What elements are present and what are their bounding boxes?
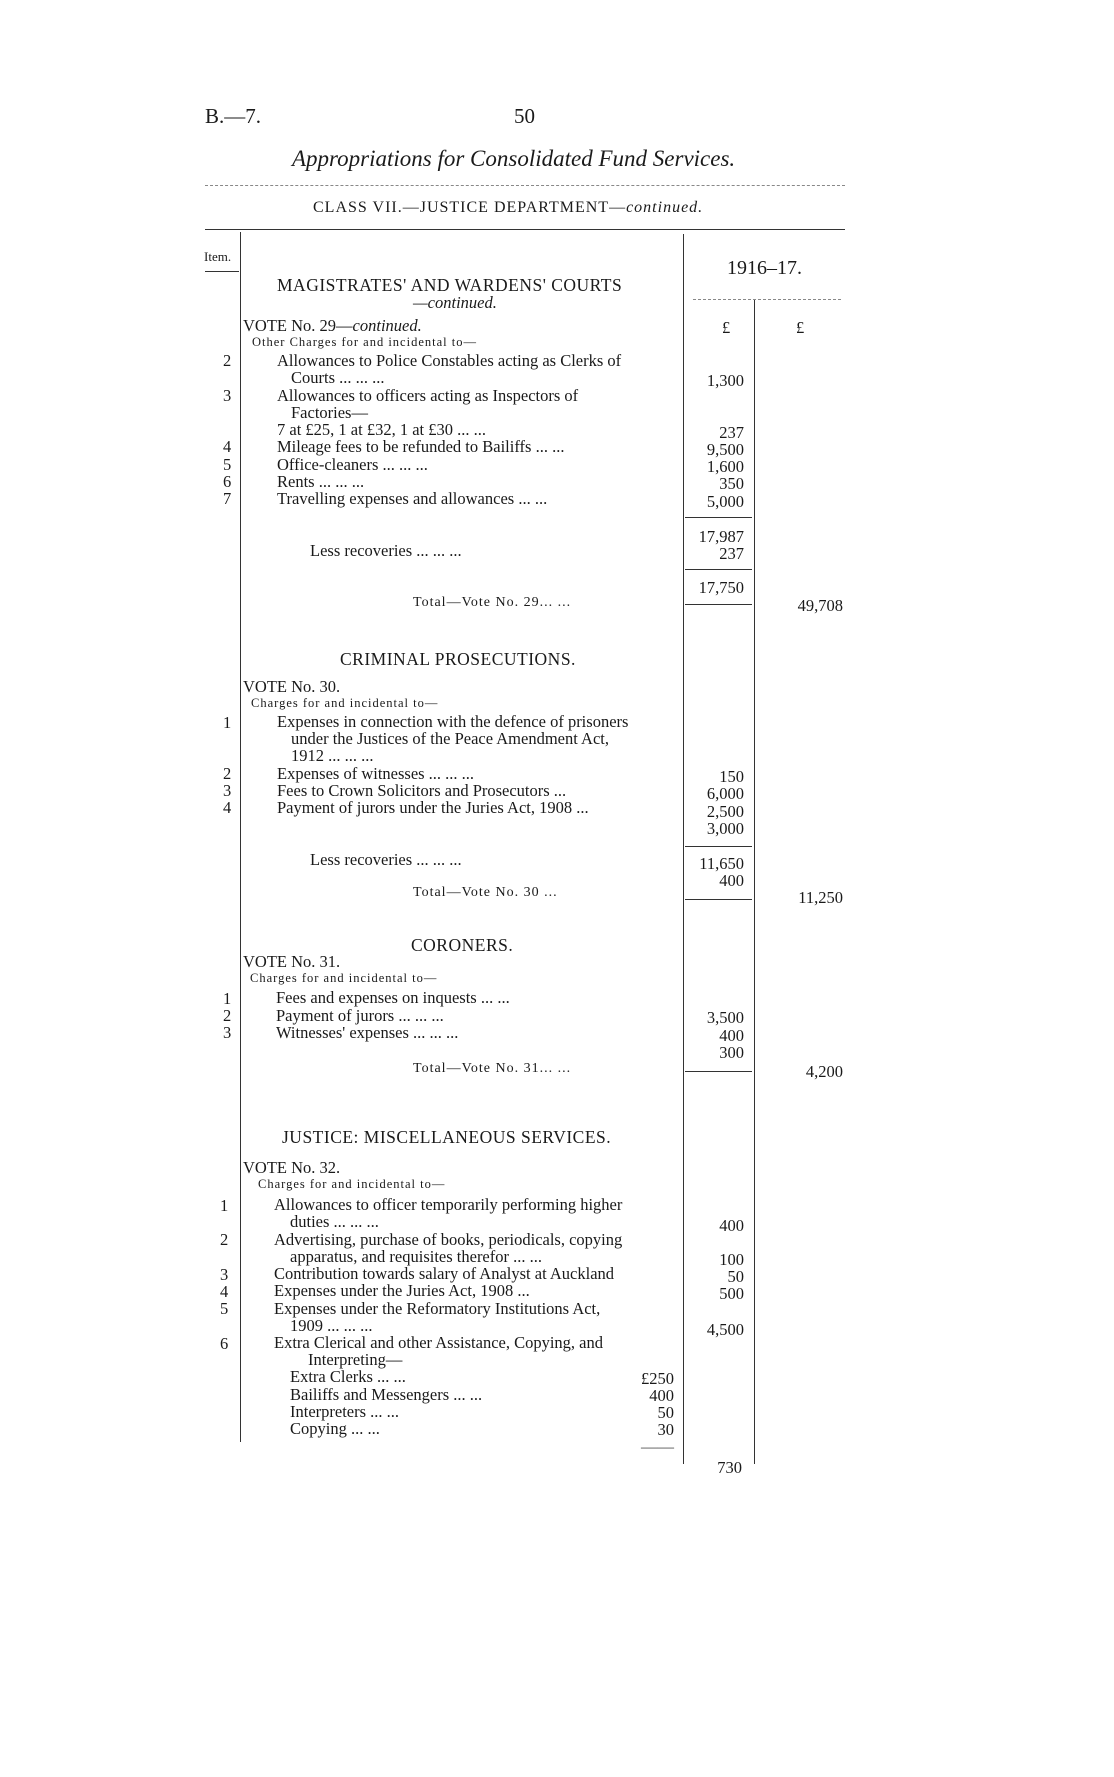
item-amount: 237 (719, 423, 744, 442)
item-line: Extra Clerical and other Assistance, Copying, and (274, 1333, 604, 1352)
section-heading-magistrates: MAGISTRATES' AND WARDENS' COURTS (277, 275, 623, 295)
item-header-rule (205, 271, 239, 272)
section-heading-criminal: CRIMINAL PROSECUTIONS. (340, 649, 576, 669)
item-amount: 2,500 (706, 802, 744, 821)
item-amount: 3,000 (706, 819, 744, 838)
item-line: Payment of jurors ... ... ... (276, 1006, 444, 1025)
sub-item-amount: £250 (641, 1369, 674, 1388)
sub-item-label: Bailiffs and Messengers ... ... (290, 1385, 483, 1404)
vote-29-charges: Other Charges for and incidental to— (252, 335, 477, 349)
sub-item-label: Copying ... ... (290, 1419, 380, 1438)
less-recoveries-amount: 400 (719, 871, 744, 890)
item-line: Allowances to officer temporarily performing higher (274, 1195, 623, 1214)
class-heading-main: CLASS VII.—JUSTICE DEPARTMENT— (313, 199, 627, 216)
item-line: duties ... ... ... (290, 1212, 379, 1231)
item-line: Advertising, purchase of books, periodicals, copying (274, 1230, 623, 1249)
vote-29-total: 49,708 (797, 596, 843, 615)
vote-31-charges: Charges for and incidental to— (250, 971, 438, 985)
sub-item-amount: 30 (657, 1420, 674, 1439)
vote-29-cont: continued. (352, 316, 422, 335)
item-line: Travelling expenses and allowances ... ... (277, 489, 548, 508)
sub-item-amount: 400 (649, 1386, 674, 1405)
item-amount: 400 (719, 1216, 744, 1235)
subtotal-rule (685, 846, 752, 847)
item-line: Interpreting— (308, 1350, 403, 1369)
vote-29-main: VOTE No. 29— (243, 316, 353, 335)
item-number: 3 (223, 386, 232, 405)
item-number: 4 (223, 437, 232, 456)
item-line: Fees and expenses on inquests ... ... (276, 988, 510, 1007)
item-amount: 500 (719, 1284, 744, 1303)
item-line: Expenses in connection with the defence of prisoners (277, 712, 629, 731)
page-title: Appropriations for Consolidated Fund Services. (292, 146, 736, 171)
vote-32-charges: Charges for and incidental to— (258, 1177, 446, 1191)
item-line: 7 at £25, 1 at £32, 1 at £30 ... ... (277, 420, 486, 439)
section-heading-cont: —continued. (413, 293, 497, 312)
item-column-rule (240, 232, 241, 1442)
item-number: 6 (220, 1334, 229, 1353)
item-amount: 300 (719, 1043, 744, 1062)
item-number: 3 (223, 1023, 232, 1042)
item-number: 3 (220, 1265, 229, 1284)
page-number: 50 (514, 104, 535, 128)
item-number: 1 (223, 713, 232, 732)
total-rule (685, 604, 752, 605)
year-column-header: 1916–17. (727, 257, 802, 279)
title-rule (205, 185, 845, 186)
subtotal-rule (685, 517, 752, 518)
item-6-total: 730 (717, 1458, 742, 1477)
item-line: Allowances to officers acting as Inspectors of (277, 386, 579, 405)
vote-32-label: VOTE No. 32. (243, 1158, 341, 1177)
item-amount: 100 (719, 1250, 744, 1269)
item-line: Mileage fees to be refunded to Bailiffs ... ... (277, 437, 565, 456)
subtotal-column-rule (754, 300, 755, 1464)
item-line: Contribution towards salary of Analyst at Auckland (274, 1264, 615, 1283)
total-rule (685, 899, 752, 900)
item-line: under the Justices of the Peace Amendment Act, (291, 729, 609, 748)
item-number: 2 (223, 1006, 232, 1025)
item-number: 3 (223, 781, 232, 800)
vote-31-label: VOTE No. 31. (243, 952, 341, 971)
section-heading-coroners: CORONERS. (411, 935, 514, 955)
vote-30-subtotal: 11,650 (699, 854, 744, 873)
item-amount: 50 (727, 1267, 744, 1286)
item-number: 6 (223, 472, 232, 491)
section-heading-justice-misc: JUSTICE: MISCELLANEOUS SERVICES. (282, 1127, 612, 1147)
page-code: B.—7. (205, 104, 262, 128)
item-line: apparatus, and requisites therefor ... ... (290, 1247, 542, 1266)
class-heading-cont: continued. (626, 199, 704, 216)
sub-item-amount: 50 (657, 1403, 674, 1422)
item-line: 1912 ... ... ... (291, 746, 374, 765)
less-recoveries-label: Less recoveries ... ... ... (310, 850, 462, 869)
item-line: Fees to Crown Solicitors and Prosecutors ... (277, 781, 567, 800)
item-number: 4 (223, 798, 232, 817)
amount-column-rule (683, 234, 684, 1464)
item-line: Allowances to Police Constables acting as Clerks of (277, 351, 622, 370)
sub-item-label: Extra Clerks ... ... (290, 1367, 406, 1386)
item-number: 5 (223, 455, 232, 474)
sub-item-label: Interpreters ... ... (290, 1402, 400, 1421)
item-number: 1 (220, 1196, 229, 1215)
item-line: Expenses of witnesses ... ... ... (277, 764, 475, 783)
vote-30-charges: Charges for and incidental to— (251, 696, 439, 710)
item-amount: 1,300 (706, 371, 744, 390)
item-number: 1 (223, 989, 232, 1008)
item-amount: 5,000 (706, 492, 744, 511)
item-number: 7 (223, 489, 232, 508)
item-line: Expenses under the Juries Act, 1908 ... (274, 1281, 530, 1300)
year-header-rule (693, 299, 841, 300)
item-number: 5 (220, 1299, 229, 1318)
item-line: Payment of jurors under the Juries Act, 1908 ... (277, 798, 589, 817)
item-amount: 9,500 (706, 440, 744, 459)
pound-symbol-1: £ (722, 318, 731, 337)
item-amount: 150 (719, 767, 744, 786)
item-number: 4 (220, 1282, 229, 1301)
item-column-header: Item. (204, 249, 232, 264)
item-amount: 400 (719, 1026, 744, 1045)
sub-item-dash: —— (641, 1437, 674, 1456)
item-number: 2 (223, 351, 232, 370)
item-amount: 3,500 (706, 1008, 744, 1027)
less-recoveries-label: Less recoveries ... ... ... (310, 541, 462, 560)
vote-29-subtotal: 17,987 (698, 527, 744, 546)
net-rule (685, 569, 752, 570)
vote-30-total: 11,250 (798, 888, 843, 907)
less-recoveries-amount: 237 (719, 544, 744, 563)
item-amount: 4,500 (706, 1320, 744, 1339)
item-number: 2 (220, 1230, 229, 1249)
pound-symbol-2: £ (796, 318, 805, 337)
vote-29-total-label: Total—Vote No. 29... ... (413, 595, 572, 610)
vote-29-net: 17,750 (698, 578, 744, 597)
class-heading (313, 199, 703, 217)
item-amount: 350 (719, 474, 744, 493)
vote-30-label: VOTE No. 30. (243, 677, 341, 696)
item-amount: 6,000 (706, 784, 744, 803)
table-top-rule (205, 229, 845, 230)
item-amount: 1,600 (706, 457, 744, 476)
vote-29-label (243, 316, 422, 336)
vote-30-total-label: Total—Vote No. 30 ... (413, 885, 558, 900)
item-line: Office-cleaners ... ... ... (277, 455, 428, 474)
total-rule (685, 1071, 752, 1072)
item-line: 1909 ... ... ... (290, 1316, 373, 1335)
vote-31-total: 4,200 (805, 1062, 843, 1081)
vote-31-total-label: Total—Vote No. 31... ... (413, 1061, 572, 1076)
item-line: Expenses under the Reformatory Institutions Act, (274, 1299, 601, 1318)
item-line: Courts ... ... ... (291, 368, 385, 387)
item-line: Rents ... ... ... (277, 472, 365, 491)
item-line: Witnesses' expenses ... ... ... (276, 1023, 459, 1042)
item-line: Factories— (291, 403, 368, 422)
item-number: 2 (223, 764, 232, 783)
